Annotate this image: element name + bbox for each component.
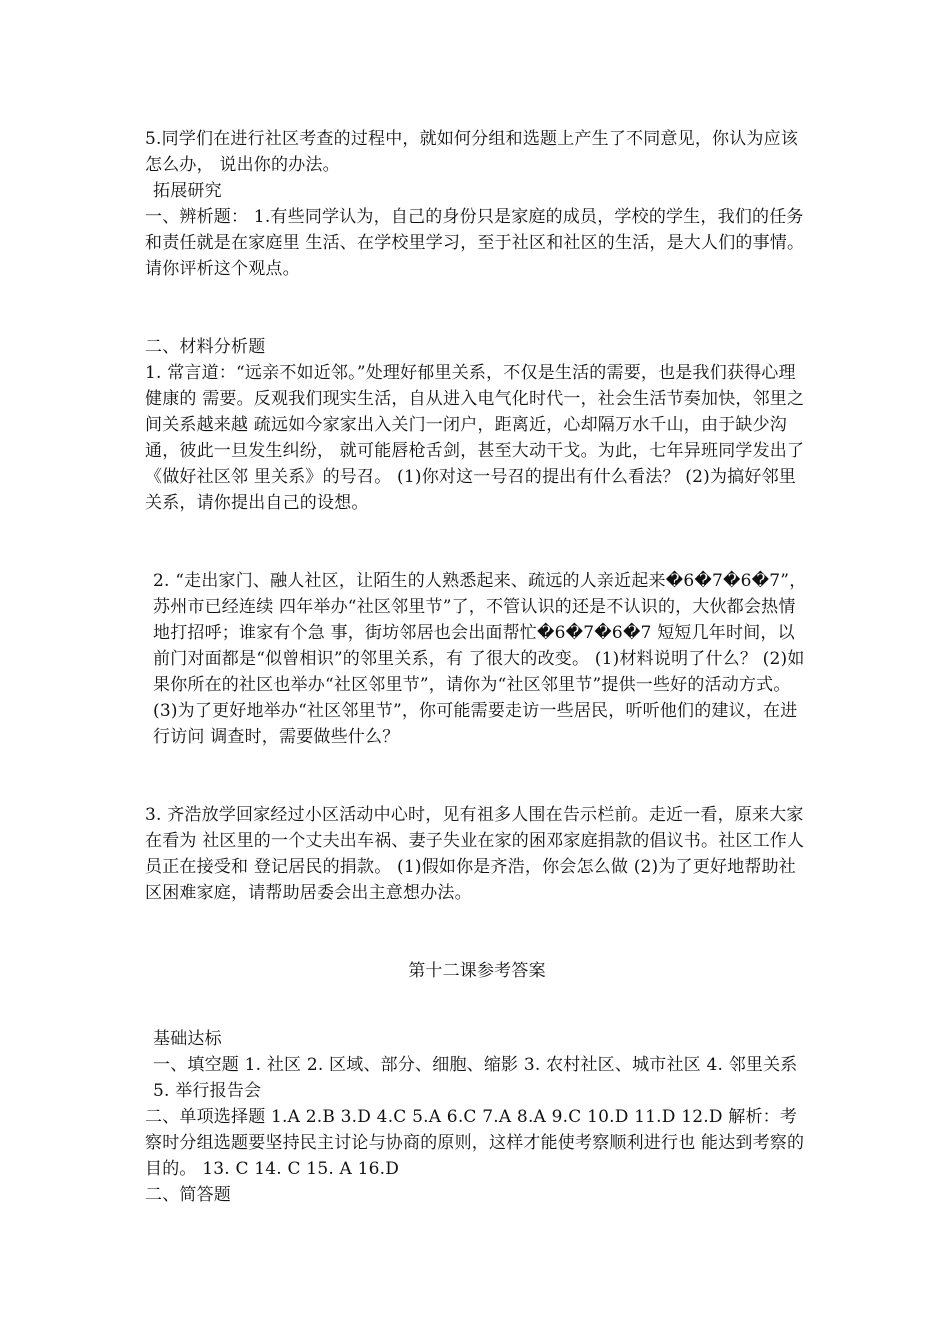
extension-heading: 拓展研究 <box>153 181 222 201</box>
basic-heading: 基础达标 <box>153 1029 222 1049</box>
document-body <box>145 126 809 1208</box>
material-question-2: 2. “走出家门、融人社区，让陌生的人熟悉起来、疏远的人亲近起来�6�7�6�7”，苏州市已经连续 四年举办“社区邻里节”了，不管认识的还是不认识的，大伙都会热情地打招呼；谁家有个急 事，街坊邻居也会出面帮忙�6�7�6�7 短短几年时间，以前门对面都是“似曾相识”的邻里关系，有 了很大的改变。 (1)材料说明了什么？ (2)如果你所在的社区也举办“社区邻里节”，请你为“社区邻里节”提供一些好的活动方式。 (3)为了更好地举办“社区邻里节”，你可能需要走访一些居民，听听他们的建议，在进行访问 调查时，需要做些什么？ <box>153 571 807 747</box>
short-answer-heading: 二、简答题 <box>145 1185 231 1205</box>
spacer <box>145 282 809 334</box>
answer-title: 第十二课参考答案 <box>408 961 546 981</box>
choice-answers: 二、单项选择题 1.A 2.B 3.D 4.C 5.A 6.C 7.A 8.A 9.C 10.D 11.D 12.D 解析：考察时分组选题要坚持民主讨论与协商的原则，这样才能使考察顺利进行也 能达到考察的目的。 13. C 14. C 15. A 16.D <box>145 1107 805 1179</box>
material-question-1: 1. 常言道：“远亲不如近邻。”处理好郁里关系，不仅是生活的需要，也是我们获得心理健康的 需要。反观我们现实生活，自从进入电气化时代一，社会生活节奏加快，邻里之间关系越来越 疏远如今家家出入关门一闭户，距离近，心却隔万水千山，由于缺少沟通，彼此一旦发生纠纷， 就可能唇枪舌剑，甚至大动干戈。为此，七年异班同学发出了《做好社区邻 里关系》的号召。 (1)你对这一号召的提出有什么看法？ (2)为搞好邻里关系，请你提出自己的设想。 <box>145 363 805 513</box>
spacer <box>145 984 809 1026</box>
spacer <box>145 516 809 568</box>
analysis-question: 一、辨析题： 1.有些同学认为，自己的身份只是家庭的成员，学校的学生，我们的任务和责任就是在家庭里 生活、在学校里学习，至于社区和社区的生活，是大人们的事情。 请你评析这个观点。 <box>145 207 805 279</box>
question-5: 5.同学们在进行社区考查的过程中，就如何分组和选题上产生了不同意见，你认为应该怎么办， 说出你的办法。 <box>145 129 799 175</box>
fill-answers: 一、填空题 1. 社区 2. 区域、部分、细胞、缩影 3. 农村社区、城市社区 4. 邻里关系 5. 举行报告会 <box>153 1055 798 1101</box>
material-question-3: 3. 齐浩放学回家经过小区活动中心时，见有祖多人围在告示栏前。走近一看，原来大家在看为 社区里的一个丈夫出车祸、妻子失业在家的困邓家庭捐款的倡议书。社区工作人员正在接受和 登记居民的捐款。 (1)假如你是齐浩，你会怎么做 (2)为了更好地帮助社区困难家庭，请帮助居委会出主意想办法。 <box>145 805 805 903</box>
material-heading: 二、材料分析题 <box>145 337 266 357</box>
spacer <box>145 906 809 958</box>
spacer <box>145 750 809 802</box>
